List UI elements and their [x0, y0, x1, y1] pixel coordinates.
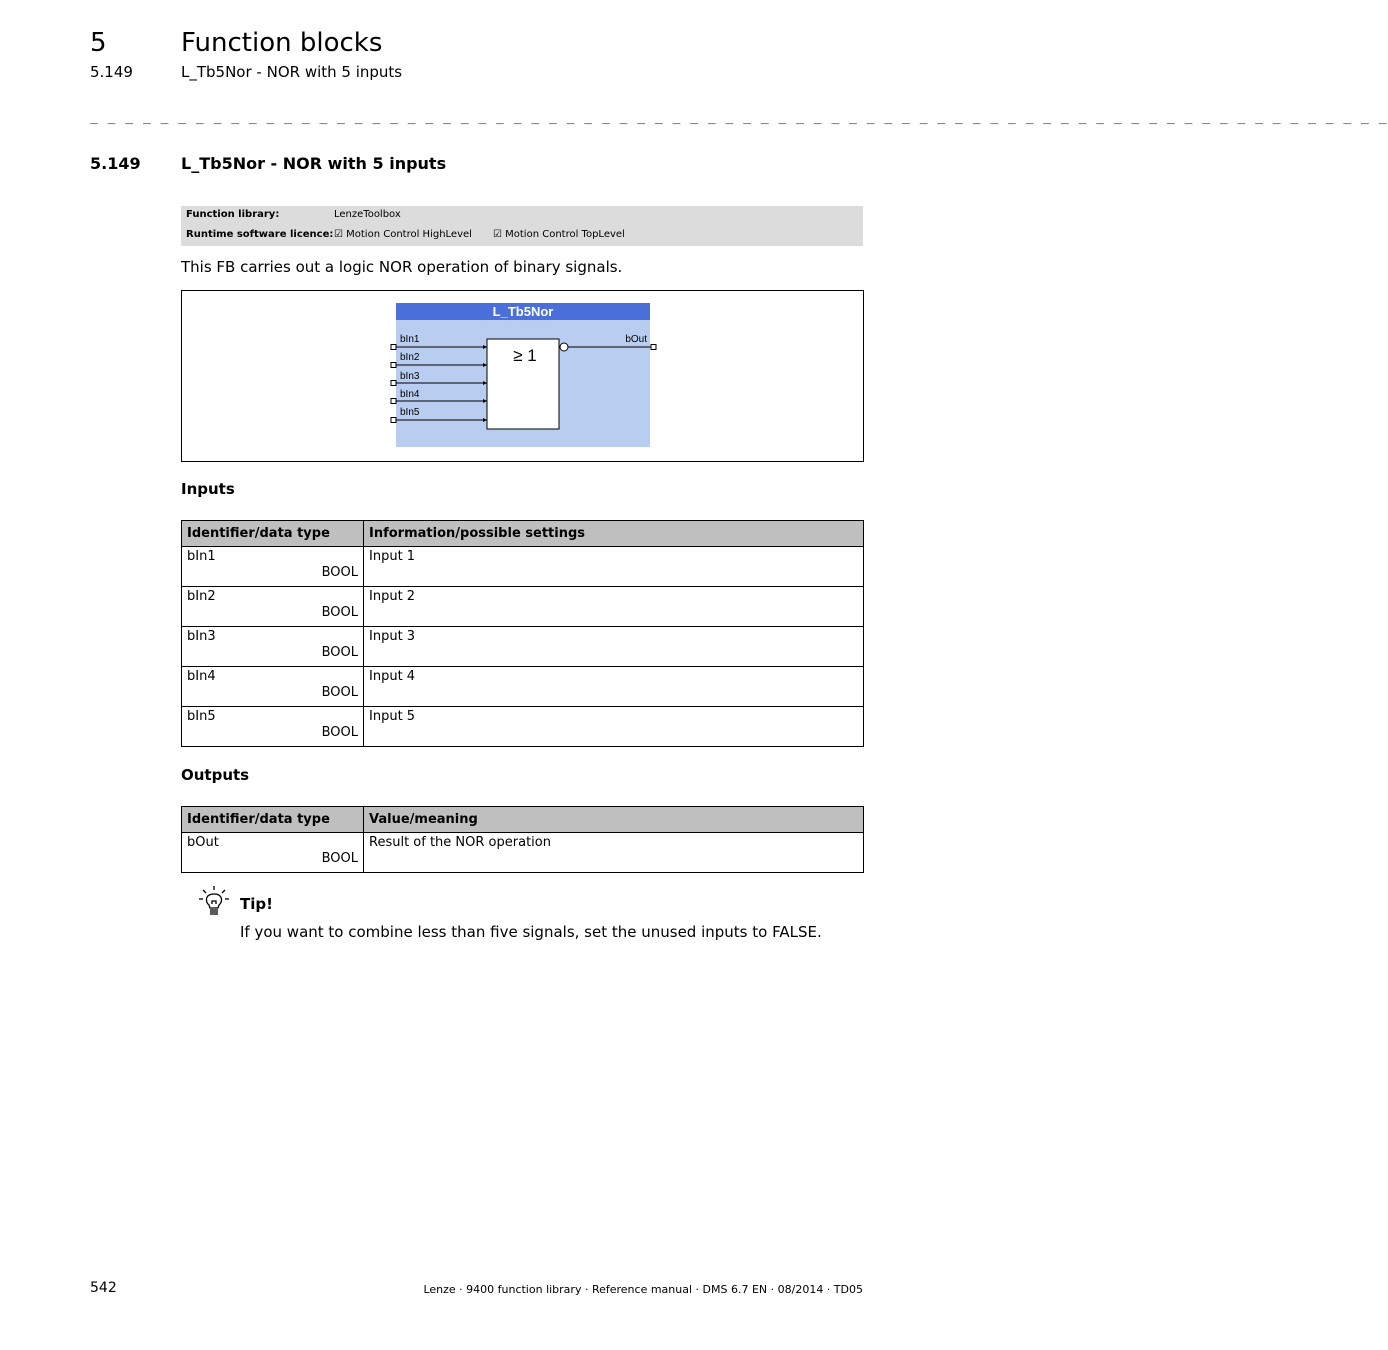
- column-header-information: Information/possible settings: [364, 521, 864, 547]
- tip-label: Tip!: [240, 895, 273, 913]
- column-header-value: Value/meaning: [364, 807, 864, 833]
- info-cell: Input 2: [364, 587, 864, 627]
- table-row: [182, 707, 864, 747]
- header-dashed-rule: _ _ _ _ _ _ _ _ _ _ _ _ _ _ _ _ _ _ _ _ _ _ _ _ _ _ _ _ _ _ _ _ _ _ _ _ _ _ _ _ _ _ _ _ _ _ _ _ _ _ _ _ _ _ _ _ _ _ _ _ _ _ _ _ _ _ _ _ _ _ _ _ _ _: [90, 110, 1388, 125]
- identifier-cell: [182, 587, 364, 627]
- table-row: [182, 833, 864, 873]
- data-type: BOOL: [321, 725, 358, 740]
- library-value: LenzeToolbox: [334, 209, 401, 220]
- identifier-cell: [182, 707, 364, 747]
- table-row: [182, 587, 864, 627]
- negation-circle: [560, 343, 568, 351]
- input-label-bin3: bIn3: [400, 371, 420, 382]
- chapter-title: Function blocks: [181, 28, 383, 58]
- lightbulb-icon: [197, 884, 231, 922]
- inputs-heading: Inputs: [181, 480, 235, 498]
- info-cell: Result of the NOR operation: [364, 833, 864, 873]
- data-type: BOOL: [321, 645, 358, 660]
- identifier: bIn2: [187, 589, 216, 604]
- section-title: L_Tb5Nor - NOR with 5 inputs: [181, 154, 447, 173]
- function-block-svg: [182, 291, 863, 461]
- identifier: bIn1: [187, 549, 216, 564]
- running-section-number: 5.149: [90, 63, 133, 81]
- chapter-number: 5: [90, 28, 107, 58]
- nor-symbol: ≥ 1: [513, 346, 537, 365]
- output-label-bout: bOut: [625, 334, 647, 345]
- info-cell: Input 5: [364, 707, 864, 747]
- info-cell: Input 3: [364, 627, 864, 667]
- input-label-bin2: bIn2: [400, 352, 420, 363]
- table-row: [182, 667, 864, 707]
- input-port-bin1[interactable]: [391, 345, 396, 350]
- input-port-bin5[interactable]: [391, 418, 396, 423]
- table-row: [182, 627, 864, 667]
- data-type: BOOL: [321, 605, 358, 620]
- section-number: 5.149: [90, 154, 141, 173]
- input-label-bin1: bIn1: [400, 334, 420, 345]
- identifier: bIn3: [187, 629, 216, 644]
- input-port-bin4[interactable]: [391, 399, 396, 404]
- identifier-cell: [182, 833, 364, 873]
- licence-label: Runtime software licence:: [186, 229, 334, 240]
- info-cell: Input 4: [364, 667, 864, 707]
- input-port-bin2[interactable]: [391, 363, 396, 368]
- intro-text: This FB carries out a logic NOR operation of binary signals.: [181, 258, 623, 276]
- tip-text: If you want to combine less than five signals, set the unused inputs to FALSE.: [240, 923, 822, 941]
- data-type: BOOL: [321, 851, 358, 866]
- column-header-identifier: Identifier/data type: [182, 807, 364, 833]
- licence-toplevel: ☑ Motion Control TopLevel: [493, 229, 625, 240]
- function-block-diagram: [181, 290, 864, 462]
- table-row: [182, 547, 864, 587]
- page-number: 542: [90, 1280, 117, 1296]
- library-label: Function library:: [186, 209, 280, 220]
- identifier: bIn4: [187, 669, 216, 684]
- identifier-cell: [182, 627, 364, 667]
- licence-highlevel: ☑ Motion Control HighLevel: [334, 229, 472, 240]
- outputs-table: [181, 806, 864, 873]
- input-label-bin5: bIn5: [400, 407, 420, 418]
- input-label-bin4: bIn4: [400, 389, 420, 400]
- footer-text: Lenze · 9400 function library · Reference manual · DMS 6.7 EN · 08/2014 · TD05: [423, 1283, 863, 1296]
- input-port-bin3[interactable]: [391, 381, 396, 386]
- identifier: bIn5: [187, 709, 216, 724]
- identifier-cell: [182, 667, 364, 707]
- column-header-identifier: Identifier/data type: [182, 521, 364, 547]
- table-header-row: [182, 521, 864, 547]
- info-cell: Input 1: [364, 547, 864, 587]
- outputs-heading: Outputs: [181, 766, 250, 784]
- running-section-title: L_Tb5Nor - NOR with 5 inputs: [181, 63, 403, 81]
- table-header-row: [182, 807, 864, 833]
- data-type: BOOL: [321, 685, 358, 700]
- output-port-bout[interactable]: [651, 345, 656, 350]
- inputs-table: [181, 520, 864, 747]
- identifier-cell: [182, 547, 364, 587]
- data-type: BOOL: [321, 565, 358, 580]
- block-name: L_Tb5Nor: [492, 304, 554, 319]
- library-info-box: [181, 206, 863, 246]
- identifier: bOut: [187, 835, 219, 850]
